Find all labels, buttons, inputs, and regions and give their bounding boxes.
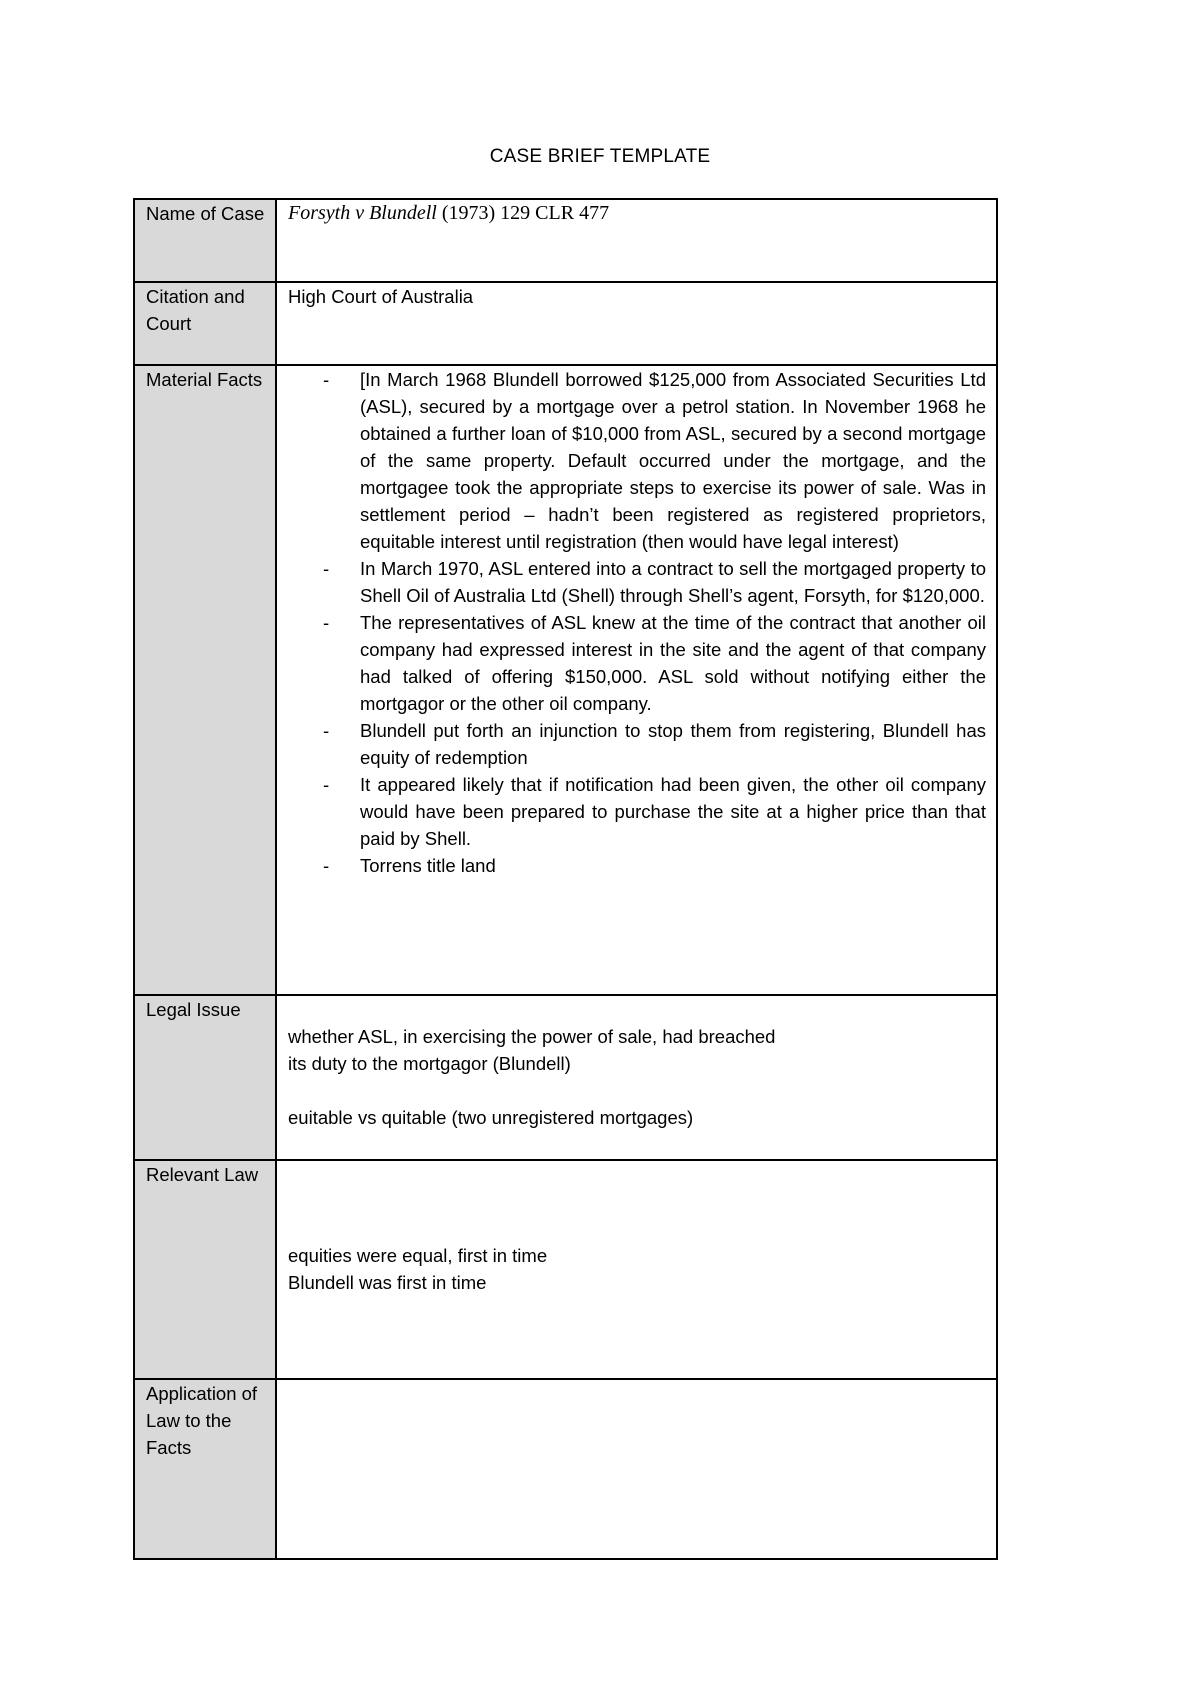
row-label-relevant-law: Relevant Law [146,1164,259,1185]
content-cell [276,365,997,995]
bullet-dash: - [323,558,330,579]
issue-line-2: its duty to the mortgagor (Blundell) [288,1053,571,1074]
list-item [277,609,986,717]
case-name [277,200,996,227]
row-label-citation-and-court: Citation and Court [146,286,245,334]
blank-line [288,1188,985,1215]
bullet-dash: - [323,612,330,633]
label-cell [134,365,276,995]
row-application [134,1379,997,1559]
fact-text: The representatives of ASL knew at the time of the contract that another oil company had expressed interest in the site and the agent of that company had talked of offering $150,000. ASL sold without notifying either the mortgagor or the other oil company. [360,612,986,714]
fact-text: Torrens title land [360,855,496,876]
relevant-law-text [277,1161,996,1296]
blank-line [288,1215,985,1242]
content-cell [276,995,997,1160]
bullet-dash: - [323,855,330,876]
bullet-dash: - [323,369,330,390]
list-item [277,555,986,609]
fact-text: [In March 1968 Blundell borrowed $125,000 from Associated Securities Ltd (ASL), secured by a mortgage over a petrol station. In November 1968 he obtained a further loan of $10,000 from ASL, secured by a second mortgage of the same property. Default occurred under the mortgage, and the mortgagee took the appropriate steps to exercise its power of sale. Was in settlement period – hadn’t been registered as registered proprietors, equitable interest until registration (then would have legal interest) [360,369,986,552]
row-label-material-facts: Material Facts [146,369,263,390]
document-title: CASE BRIEF TEMPLATE [489,146,711,167]
row-name-of-case [134,199,997,282]
row-legal-issue [134,995,997,1160]
issue-line-3: euitable vs quitable (two unregistered mortgages) [288,1107,694,1128]
court-value: High Court of Australia [288,286,474,307]
label-cell [134,1160,276,1379]
fact-text: In March 1970, ASL entered into a contract to sell the mortgaged property to Shell Oil of Australia Ltd (Shell) through Shell’s agent, Forsyth, for $120,000. [360,558,986,606]
law-line-2: Blundell was first in time [288,1272,487,1293]
content-cell [276,199,997,282]
blank-line [288,996,985,1023]
fact-text: It appeared likely that if notification had been given, the other oil company would have been prepared to purchase the site at a higher price than that paid by Shell. [360,774,986,849]
content-cell [276,1160,997,1379]
material-facts-list [277,366,996,879]
label-cell [134,1379,276,1559]
case-citation: (1973) 129 CLR 477 [436,202,610,224]
blank-line [288,1161,985,1188]
row-label-name-of-case: Name of Case [146,203,265,224]
label-cell [134,995,276,1160]
list-item [277,366,986,555]
row-label-legal-issue: Legal Issue [146,999,241,1020]
fact-text: Blundell put forth an injunction to stop them from registering, Blundell has equity of redemption [360,720,986,768]
case-name-italic: Forsyth v Blundell [288,202,437,224]
bullet-dash: - [323,720,330,741]
label-cell [134,282,276,365]
row-relevant-law [134,1160,997,1379]
legal-issue-text [277,996,996,1131]
application-content-cell [276,1379,997,1559]
blank-line [288,1077,985,1104]
row-material-facts [134,365,997,995]
list-item [277,852,986,879]
bullet-dash: - [323,774,330,795]
case-brief-table [133,198,998,1560]
issue-line-1: whether ASL, in exercising the power of sale, had breached [288,1026,776,1047]
label-cell [134,199,276,282]
law-line-1: equities were equal, first in time [288,1245,548,1266]
content-cell [276,282,997,365]
list-item [277,717,986,771]
row-label-application: Application of Law to the Facts [146,1383,258,1458]
list-item [277,771,986,852]
row-citation-and-court [134,282,997,365]
